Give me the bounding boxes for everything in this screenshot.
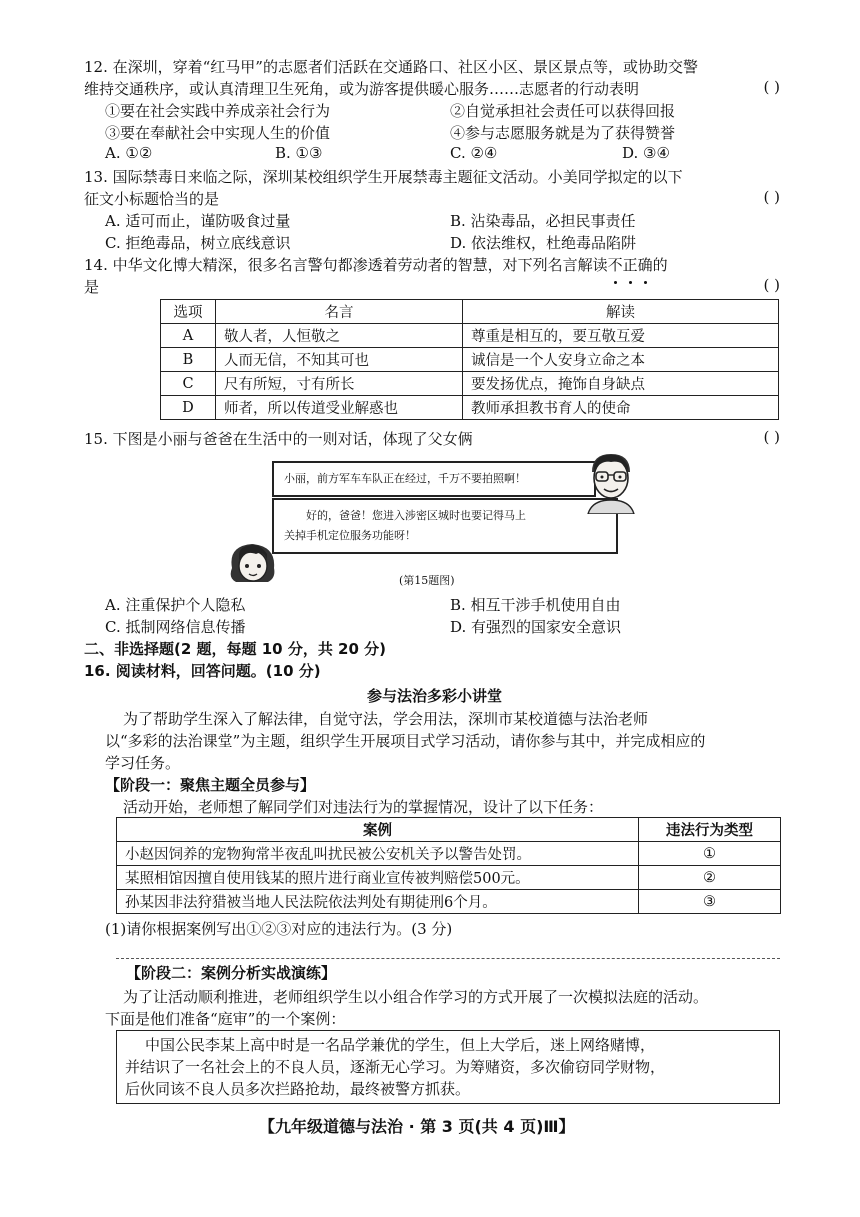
table-header-row	[117, 818, 781, 842]
table-cell: 敬人者，人恒敬之	[216, 324, 463, 348]
table-row	[161, 396, 779, 420]
stage-2-title: 【阶段二：案例分析实战演练】	[126, 964, 337, 982]
q15-option-d: D. 有强烈的国家安全意识	[450, 618, 622, 636]
table-row	[161, 348, 779, 372]
table-cell: A	[161, 324, 216, 348]
page-footer: 【九年级道德与法治 · 第 3 页(共 4 页)Ⅲ】	[259, 1117, 575, 1136]
table-header: 案例	[117, 818, 639, 842]
table-cell: ③	[639, 890, 781, 914]
table-header-row	[161, 300, 779, 324]
divider	[116, 958, 780, 959]
q12-stem-line1: 12. 在深圳，穿着“红马甲”的志愿者们活跃在交通路口、社区小区、景区景点等，或协助交警	[84, 58, 698, 76]
q12-statement-3: ③要在奉献社会中实现人生的价值	[105, 124, 331, 142]
q14-emphasis-text: 不正确	[607, 256, 653, 274]
stage-2-text-line1: 为了让活动顺利推进，老师组织学生以小组合作学习的方式开展了一次模拟法庭的活动。	[123, 988, 709, 1006]
q15-stem-line1: 15. 下图是小丽与爸爸在生活中的一则对话，体现了父女俩	[84, 430, 473, 448]
table-header: 解读	[463, 300, 779, 324]
q15-option-c: C. 抵制网络信息传播	[105, 618, 246, 636]
section-2-title: 二、非选择题(2 题，每题 10 分，共 20 分)	[84, 640, 387, 658]
q15-answer-paren: ( )	[763, 428, 780, 446]
case-line1: 中国公民李某上高中时是一名品学兼优的学生，但上大学后，迷上网络赌博，	[145, 1036, 656, 1054]
q14-stem-end: 的	[652, 256, 668, 274]
table-cell: C	[161, 372, 216, 396]
table-cell: 尊重是相互的，要互敬互爱	[463, 324, 779, 348]
q12-statement-1: ①要在社会实践中养成亲社会行为	[105, 102, 331, 120]
table-cell: 教师承担教书育人的使命	[463, 396, 779, 420]
table-cell: 孙某因非法狩猎被当地人民法院依法判处有期徒刑6个月。	[117, 890, 639, 914]
table-cell: 某照相馆因擅自使用钱某的照片进行商业宣传被判赔偿500元。	[117, 866, 639, 890]
q13-answer-paren: ( )	[763, 188, 780, 206]
case-line3: 后伙同该不良人员多次拦路抢劫，最终被警方抓获。	[125, 1080, 471, 1098]
q12-statement-4: ④参与志愿服务就是为了获得赞誉	[450, 124, 676, 142]
q12-option-b: B. ①③	[275, 144, 323, 162]
table-cell: 要发扬优点，掩饰自身缺点	[463, 372, 779, 396]
table-row	[117, 842, 781, 866]
q13-option-b: B. 沾染毒品，必担民事责任	[450, 212, 636, 230]
table-cell: ①	[639, 842, 781, 866]
q16-paragraph-line1: 为了帮助学生深入了解法律，自觉守法，学会用法，深圳市某校道德与法治老师	[123, 710, 649, 728]
stage-2-text-line2: 下面是他们准备“庭审”的一个案例：	[105, 1010, 346, 1028]
case-box	[116, 1030, 780, 1104]
q16-paragraph-line2: 以“多彩的法治课堂”为主题，组织学生开展项目式学习活动，请你参与其中，并完成相应的	[105, 732, 706, 750]
table-row	[161, 372, 779, 396]
stage-1-title: 【阶段一：聚焦主题全员参与】	[105, 776, 316, 794]
table-cell: 小赵因饲养的宠物狗常半夜乱叫扰民被公安机关予以警告处罚。	[117, 842, 639, 866]
q16-case-table	[116, 817, 781, 914]
stage-1-text: 活动开始，老师想了解同学们对违法行为的掌握情况，设计了以下任务：	[123, 798, 604, 816]
q16-stem: 16. 阅读材料，回答问题。(10 分)	[84, 662, 321, 680]
daughter-speech-line1: 好的，爸爸！您进入涉密区城时也要记得马上	[306, 509, 526, 522]
case-line2: 并结识了一名社会上的不良人员，逐渐无心学习。为筹赌资，多次偷窃同学财物，	[125, 1058, 666, 1076]
dad-speech-bubble	[272, 461, 596, 497]
q14-answer-paren: ( )	[763, 276, 780, 294]
q12-option-c: C. ②④	[450, 144, 498, 162]
table-row	[117, 890, 781, 914]
q13-stem-line1: 13. 国际禁毒日来临之际，深圳某校组织学生开展禁毒主题征文活动。小美同学拟定的以下	[84, 168, 683, 186]
daughter-illustration	[226, 542, 282, 586]
figure-caption: (第15题图)	[399, 574, 455, 587]
daughter-speech-line2: 关掉手机定位服务功能呀！	[284, 529, 416, 542]
table-cell: 尺有所短，寸有所长	[216, 372, 463, 396]
q16-heading: 参与法治多彩小讲堂	[367, 687, 503, 705]
q14-table	[160, 299, 779, 420]
q14-stem-text: 14. 中华文化博大精深，很多名言警句都渗透着劳动者的智慧，对下列名言解读	[84, 256, 608, 274]
table-cell: 人而无信，不知其可也	[216, 348, 463, 372]
q16-paragraph-line3: 学习任务。	[105, 754, 181, 772]
table-header: 名言	[216, 300, 463, 324]
q16-subquestion-1: (1)请你根据案例写出①②③对应的违法行为。(3 分)	[105, 920, 453, 938]
table-header: 违法行为类型	[639, 818, 781, 842]
q14-emphasis	[608, 256, 653, 274]
q13-option-a: A. 适可而止，谨防吸食过量	[105, 212, 291, 230]
q15-option-a: A. 注重保护个人隐私	[105, 596, 246, 614]
table-row	[161, 324, 779, 348]
q13-option-d: D. 依法维权，杜绝毒品陷阱	[450, 234, 637, 252]
table-cell: ②	[639, 866, 781, 890]
q13-option-c: C. 拒绝毒品，树立底线意识	[105, 234, 291, 252]
q12-statement-2: ②自觉承担社会责任可以获得回报	[450, 102, 676, 120]
table-cell: D	[161, 396, 216, 420]
q14-stem-line1	[84, 254, 668, 276]
daughter-speech-bubble	[272, 498, 618, 554]
q14-stem-line2: 是	[84, 278, 100, 296]
table-cell: B	[161, 348, 216, 372]
q12-stem-line2: 维持交通秩序，或认真清理卫生死角，或为游客提供暖心服务……志愿者的行动表明	[84, 80, 640, 98]
q15-option-b: B. 相互干涉手机使用自由	[450, 596, 621, 614]
q12-answer-paren: ( )	[763, 78, 780, 96]
father-illustration	[582, 450, 640, 514]
table-cell: 师者，所以传道受业解惑也	[216, 396, 463, 420]
q12-option-a: A. ①②	[105, 144, 153, 162]
table-header: 选项	[161, 300, 216, 324]
dad-speech-text: 小丽，前方军车车队正在经过，千万不要拍照啊！	[284, 472, 526, 485]
table-cell: 诚信是一个人安身立命之本	[463, 348, 779, 372]
q13-stem-line2: 征文小标题恰当的是	[84, 190, 220, 208]
q12-option-d: D. ③④	[622, 144, 670, 162]
table-row	[117, 866, 781, 890]
